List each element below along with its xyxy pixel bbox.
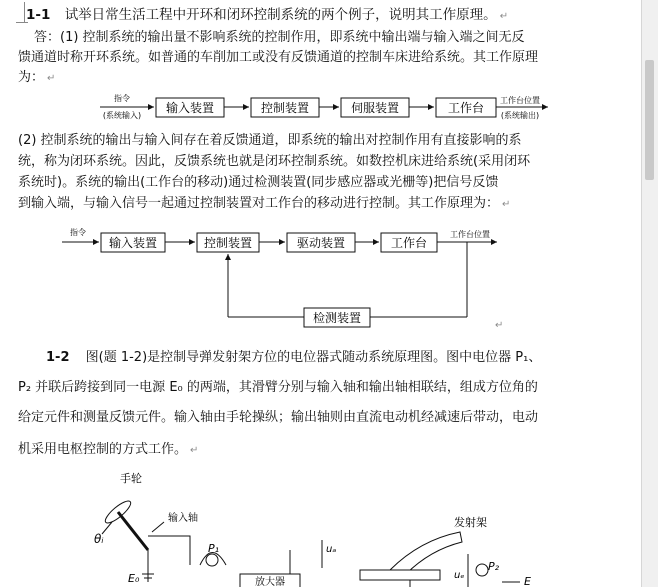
output-label: 工作台位置 bbox=[500, 96, 540, 105]
block-label: 工作台 bbox=[390, 236, 428, 250]
amplifier-label: 放大器 bbox=[255, 577, 285, 587]
block-label: 输入装置 bbox=[165, 101, 215, 115]
question-number: 1-2 bbox=[46, 350, 70, 365]
block-label: 驱动装置 bbox=[296, 236, 346, 250]
answer-line: 系统时)。系统的输出(工作台的移动)通过检测装置(同步感应器或光栅等)把信号反馈 bbox=[18, 175, 499, 190]
question-line: 机采用电枢控制的方式工作。 ↵ bbox=[18, 442, 199, 457]
theta-label: θᵢ bbox=[94, 532, 104, 546]
document-page: 1-1 试举日常生活工程中开环和闭环控制系统的两个例子，说明其工作原理。 ↵ 答：(1) 控制系统的输出量不影响系统的控制作用，即系统中输出端与输入端之间无反 馈通道时称开环系统。如普通的车削加工或没有反馈通道的控制车床进给系统。其工作原理 为： ↵ 指令 (系统输入) 输入装置 控制装置 伺服装置 工作台 工作台位置 (系统输出) (2) 控制系统的输出与输入间存在着反馈通道，即系统的输出对控制作用有直接影响的系 统，称为闭环系统。因此，反馈系统也就是闭环控制系统。如数控机床进给系统(采用闭环 系统时)。系统的输出(工作台的移动)通过检测装置(同步感应器或光栅等)把信号反馈 到输入端，与输入信号一起通过控制装置对工作台的移动进行控制。其工作原理为： ↵ 指令 输入装置 控制装置 驱动装置 工作台 工作台位置 检测装置 ↵ 1-2 图(题 1-2)是控制导弹发射架方位的电位器式随动系统原理图。图中电位器 P₁、 P₂ 并联后跨接到同一电源 E₀ 的两端，其滑臂分别与输入轴和输出轴相联结，组成方位角的 给定元件和测量反馈元件。输入轴由手轮操纵；输出轴则由直流电动机经减速后带动，电动 机采用电枢控制的方式工作。 ↵ 手轮 θᵢ 输入轴 P₁ E₀ uₐ 放大器 发射架 P₂ uₑ E bbox=[0, 0, 642, 587]
question-text: 图(题 1-2)是控制导弹发射架方位的电位器式随动系统原理图。图中电位器 P₁、 bbox=[85, 350, 542, 365]
ua-label: uₐ bbox=[326, 544, 337, 555]
vertical-scrollbar[interactable] bbox=[641, 0, 658, 587]
open-loop-diagram bbox=[100, 90, 580, 124]
answer-line: 答：(1) 控制系统的输出量不影响系统的控制作用，即系统中输出端与输入端之间无反 bbox=[34, 30, 525, 45]
launcher-icon bbox=[390, 532, 462, 574]
launcher-label: 发射架 bbox=[454, 516, 487, 529]
question-1-2 bbox=[46, 345, 541, 371]
block-label: 控制装置 bbox=[260, 101, 310, 115]
block-label: 伺服装置 bbox=[350, 101, 400, 115]
input-label: 指令 bbox=[70, 228, 86, 237]
output-sublabel: (系统输出) bbox=[500, 111, 540, 120]
e0-label: E₀ bbox=[128, 572, 140, 585]
question-text: 试举日常生活工程中开环和闭环控制系统的两个例子，说明其工作原理。 bbox=[64, 7, 497, 23]
block-label: 控制装置 bbox=[203, 236, 253, 250]
ue-label: uₑ bbox=[454, 570, 465, 581]
p1-label: P₁ bbox=[208, 542, 220, 555]
handwheel-label: 手轮 bbox=[120, 472, 142, 485]
input-sublabel: (系统输入) bbox=[102, 111, 142, 120]
p2-label: P₂ bbox=[488, 560, 500, 573]
e-label: E bbox=[524, 575, 531, 587]
answer-line: (2) 控制系统的输出与输入间存在着反馈通道，即系统的输出对控制作用有直接影响的系 bbox=[18, 133, 522, 148]
input-shaft-label: 输入轴 bbox=[168, 513, 198, 524]
answer-line: 为： ↵ bbox=[18, 70, 56, 85]
question-number: 1-1 bbox=[26, 7, 51, 23]
answer-line: 到输入端，与输入信号一起通过控制装置对工作台的移动进行控制。其工作原理为： ↵ bbox=[18, 196, 511, 211]
scrollbar-thumb[interactable] bbox=[645, 60, 654, 180]
input-label: 指令 bbox=[114, 94, 130, 103]
servo-system-figure bbox=[90, 470, 550, 587]
answer-line: 馈通道时称开环系统。如普通的车削加工或没有反馈通道的控制车床进给系统。其工作原理 bbox=[18, 50, 539, 65]
block-label: 输入装置 bbox=[108, 236, 158, 250]
answer-line: 统，称为闭环系统。因此，反馈系统也就是闭环控制系统。如数控机床进给系统(采用闭环 bbox=[18, 154, 531, 169]
output-label: 工作台位置 bbox=[450, 230, 490, 239]
block-label: 工作台 bbox=[447, 101, 485, 115]
question-line: P₂ 并联后跨接到同一电源 E₀ 的两端，其滑臂分别与输入轴和输出轴相联结，组成方位角的 bbox=[18, 380, 538, 395]
block-label: 检测装置 bbox=[312, 311, 362, 325]
closed-loop-diagram bbox=[62, 224, 522, 336]
question-1-1: 1-1 试举日常生活工程中开环和闭环控制系统的两个例子，说明其工作原理。 ↵ bbox=[26, 7, 509, 23]
crop-mark bbox=[24, 2, 25, 22]
question-line: 给定元件和测量反馈元件。输入轴由手轮操纵；输出轴则由直流电动机经减速后带动，电动 bbox=[18, 410, 539, 425]
